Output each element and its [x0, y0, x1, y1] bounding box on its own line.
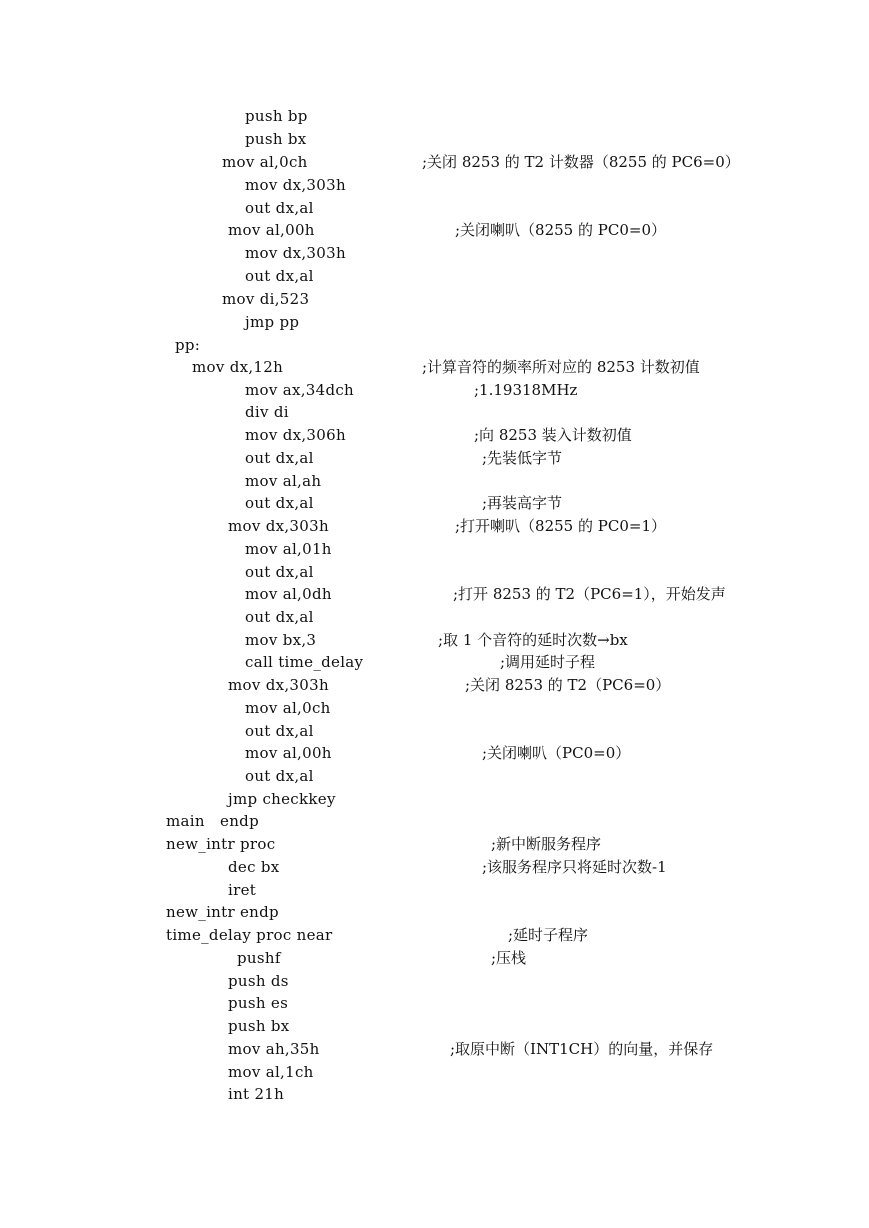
code-text: out dx,al: [245, 449, 314, 467]
code-line: [0, 561, 869, 583]
code-text: mov dx,303h: [228, 517, 329, 535]
code-line: [0, 720, 869, 742]
code-text: mov al,00h: [228, 221, 315, 239]
code-text: mov al,ah: [245, 472, 322, 490]
code-text: mov al,0ch: [245, 699, 331, 717]
comment-text: ;打开 8253 的 T2（PC6=1），开始发声: [453, 585, 726, 603]
comment-text: ;延时子程序: [508, 926, 589, 944]
code-line: [0, 538, 869, 560]
code-line: [0, 128, 869, 150]
code-line: [0, 424, 869, 446]
comment-text: ;新中断服务程序: [491, 835, 602, 853]
code-text: mov dx,12h: [192, 358, 284, 376]
code-line: [0, 742, 869, 764]
code-line: [0, 833, 869, 855]
code-line: [0, 242, 869, 264]
code-line: [0, 879, 869, 901]
code-text: mov dx,303h: [245, 176, 346, 194]
code-line: [0, 379, 869, 401]
code-text: jmp checkkey: [228, 790, 336, 808]
code-line: [0, 492, 869, 514]
code-line: [0, 992, 869, 1014]
code-text: push bx: [245, 130, 307, 148]
comment-text: ;打开喇叭（8255 的 PC0=1）: [455, 517, 666, 535]
code-line: [0, 470, 869, 492]
code-line: [0, 970, 869, 992]
code-text: out dx,al: [245, 267, 314, 285]
code-line: [0, 674, 869, 696]
code-text: out dx,al: [245, 767, 314, 785]
code-line: [0, 1061, 869, 1083]
code-line: [0, 515, 869, 537]
code-line: [0, 105, 869, 127]
code-text: out dx,al: [245, 199, 314, 217]
code-text: mov ax,34dch: [245, 381, 355, 399]
code-line: [0, 151, 869, 173]
code-text: push bx: [228, 1017, 290, 1035]
comment-text: ;1.19318MHz: [474, 381, 578, 399]
code-line: [0, 765, 869, 787]
code-line: [0, 311, 869, 333]
code-text: mov al,0dh: [245, 585, 332, 603]
code-line: [0, 901, 869, 923]
code-text: mov al,01h: [245, 540, 332, 558]
code-text: out dx,al: [245, 563, 314, 581]
comment-text: ;压栈: [491, 949, 527, 967]
code-text: mov bx,3: [245, 631, 317, 649]
code-line: [0, 924, 869, 946]
code-text: mov dx,303h: [228, 676, 329, 694]
code-line: [0, 651, 869, 673]
code-text: mov ah,35h: [228, 1040, 320, 1058]
code-line: [0, 583, 869, 605]
comment-text: ;再装高字节: [482, 494, 563, 512]
code-text: push es: [228, 994, 289, 1012]
comment-text: ;向 8253 装入计数初值: [474, 426, 632, 444]
code-text: mov al,00h: [245, 744, 332, 762]
comment-text: ;关闭 8253 的 T2 计数器（8255 的 PC6=0）: [422, 153, 740, 171]
code-text: mov dx,303h: [245, 244, 346, 262]
code-text: jmp pp: [245, 313, 300, 331]
code-text: out dx,al: [245, 608, 314, 626]
comment-text: ;关闭 8253 的 T2（PC6=0）: [465, 676, 671, 694]
code-text: push bp: [245, 107, 308, 125]
comment-text: ;先装低字节: [482, 449, 563, 467]
code-line: [0, 1015, 869, 1037]
code-text: time_delay proc near: [166, 926, 333, 944]
code-line: [0, 334, 869, 356]
code-line: [0, 401, 869, 423]
code-line: [0, 174, 869, 196]
code-text: pushf: [237, 949, 281, 967]
code-line: [0, 697, 869, 719]
code-text: new_intr proc: [166, 835, 276, 853]
code-line: [0, 447, 869, 469]
code-text: pp:: [175, 336, 201, 354]
code-text: new_intr endp: [166, 903, 279, 921]
code-line: [0, 1083, 869, 1105]
comment-text: ;计算音符的频率所对应的 8253 计数初值: [422, 358, 700, 376]
comment-text: ;调用延时子程: [500, 653, 596, 671]
code-text: mov di,523: [222, 290, 310, 308]
code-line: [0, 219, 869, 241]
code-line: [0, 947, 869, 969]
code-line: [0, 1038, 869, 1060]
code-line: [0, 810, 869, 832]
code-text: div di: [245, 403, 289, 421]
code-line: [0, 606, 869, 628]
comment-text: ;关闭喇叭（PC0=0）: [482, 744, 631, 762]
code-text: push ds: [228, 972, 289, 990]
code-line: [0, 788, 869, 810]
code-text: mov dx,306h: [245, 426, 346, 444]
code-text: out dx,al: [245, 722, 314, 740]
code-text: mov al,0ch: [222, 153, 308, 171]
code-line: [0, 629, 869, 651]
code-line: [0, 197, 869, 219]
code-line: [0, 265, 869, 287]
comment-text: ;取 1 个音符的延时次数→bx: [438, 631, 628, 649]
code-line: [0, 856, 869, 878]
code-line: [0, 356, 869, 378]
code-text: call time_delay: [245, 653, 364, 671]
comment-text: ;关闭喇叭（8255 的 PC0=0）: [455, 221, 666, 239]
comment-text: ;该服务程序只将延时次数-1: [482, 858, 667, 876]
code-text: out dx,al: [245, 494, 314, 512]
comment-text: ;取原中断（INT1CH）的向量，并保存: [450, 1040, 714, 1058]
code-text: int 21h: [228, 1085, 285, 1103]
code-line: [0, 288, 869, 310]
code-text: iret: [228, 881, 257, 899]
code-text: mov al,1ch: [228, 1063, 314, 1081]
code-text: dec bx: [228, 858, 280, 876]
code-text: main endp: [166, 812, 259, 830]
